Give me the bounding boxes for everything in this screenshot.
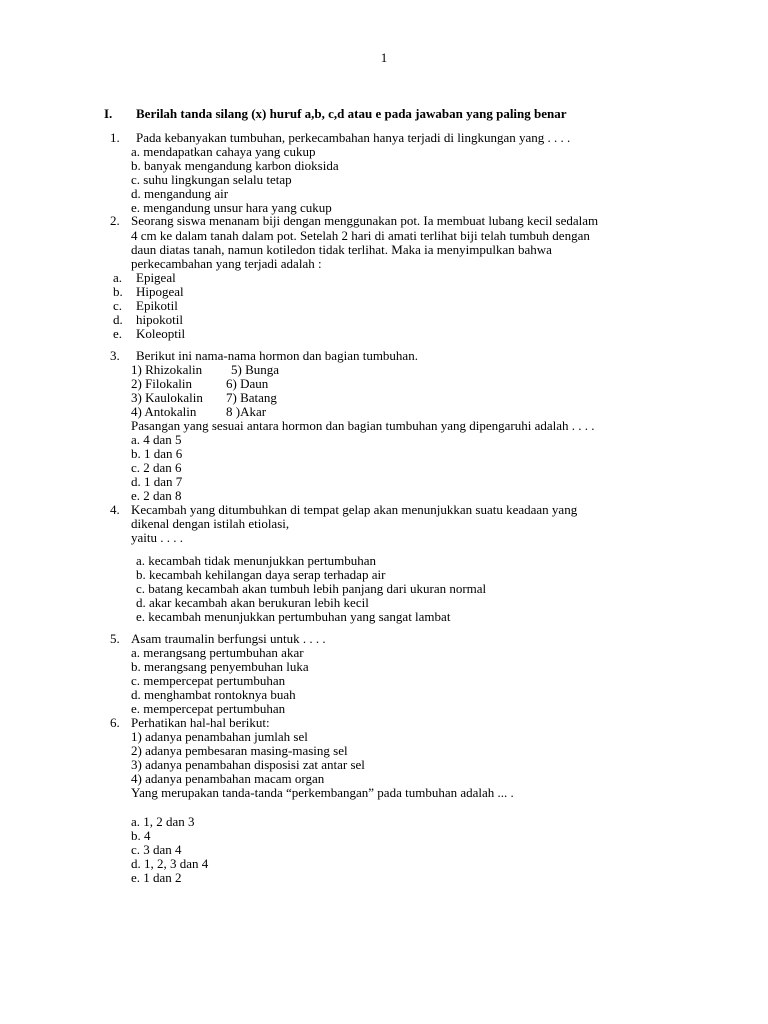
section-number: I. [104,106,113,121]
hormone-item: 3) Kaulokalin [131,390,203,405]
statement-item: 1) adanya penambahan jumlah sel [131,729,308,744]
plant-part-item: 8 )Akar [226,404,267,419]
hormone-item: 2) Filokalin [131,376,193,391]
question-text-line: yaitu . . . . [131,530,183,545]
statement-item: 3) adanya penambahan disposisi zat antar sel [131,757,365,772]
plant-part-item: 5) Bunga [231,362,280,377]
option: d. mengandung air [131,186,229,201]
option: e. 2 dan 8 [131,488,182,503]
option: c. suhu lingkungan selalu tetap [131,172,292,187]
question-text-line: daun diatas tanah, namun kotiledon tidak terlihat. Maka ia menyimpulkan bahwa [131,242,552,257]
question-text: Asam traumalin berfungsi untuk . . . . [131,631,326,646]
option: c. 2 dan 6 [131,460,182,475]
option: e. 1 dan 2 [131,870,182,885]
option: b. banyak mengandung karbon dioksida [131,158,339,173]
question-text-line: Kecambah yang ditumbuhkan di tempat gelap akan menunjukkan suatu keadaan yang [131,502,578,517]
question-number: 1. [110,130,120,145]
option-text: Koleoptil [136,326,186,341]
question-text: Perhatikan hal-hal berikut: [131,715,270,730]
option: a. 4 dan 5 [131,432,182,447]
option: b. 4 [131,828,151,843]
option: d. 1 dan 7 [131,474,183,489]
option-letter: b. [113,284,123,299]
plant-part-item: 7) Batang [226,390,277,405]
option: b. 1 dan 6 [131,446,183,461]
hormone-item: 4) Antokalin [131,404,197,419]
option: a. kecambah tidak menunjukkan pertumbuhan [136,553,377,568]
question-text: Berikut ini nama-nama hormon dan bagian tumbuhan. [136,348,418,363]
option: d. menghambat rontoknya buah [131,687,296,702]
hormone-item: 1) Rhizokalin [131,362,203,377]
option: d. 1, 2, 3 dan 4 [131,856,209,871]
option-text: hipokotil [136,312,183,327]
question-number: 6. [110,715,120,730]
option-letter: a. [113,270,123,285]
option: a. mendapatkan cahaya yang cukup [131,144,316,159]
question-number: 2. [110,213,120,228]
option: d. akar kecambah akan berukuran lebih kecil [136,595,369,610]
option: a. 1, 2 dan 3 [131,814,195,829]
question-number: 4. [110,502,120,517]
question-text-line: Seorang siswa menanam biji dengan menggunakan pot. Ia membuat lubang kecil sedalam [131,213,599,228]
option: c. batang kecambah akan tumbuh lebih panjang dari ukuran normal [136,581,487,596]
question-prompt: Yang merupakan tanda-tanda “perkembangan” pada tumbuhan adalah ... . [131,785,514,800]
option-text: Hipogeal [136,284,184,299]
option: e. mempercepat pertumbuhan [131,701,286,716]
statement-item: 4) adanya penambahan macam organ [131,771,325,786]
option-letter: d. [113,312,123,327]
option: b. kecambah kehilangan daya serap terhadap air [136,567,386,582]
question-text: Pada kebanyakan tumbuhan, perkecambahan hanya terjadi di lingkungan yang . . . . [136,130,571,145]
option: e. kecambah menunjukkan pertumbuhan yang sangat lambat [136,609,451,624]
question-number: 3. [110,348,120,363]
option-text: Epikotil [136,298,178,313]
question-text-line: 4 cm ke dalam tanah dalam pot. Setelah 2 hari di amati terlihat biji telah tumbuh dengan [131,228,590,243]
option-letter: c. [113,298,123,313]
option: b. merangsang penyembuhan luka [131,659,309,674]
question-text-line: perkecambahan yang terjadi adalah : [131,256,322,271]
question-prompt: Pasangan yang sesuai antara hormon dan bagian tumbuhan yang dipengaruhi adalah . . . . [131,418,595,433]
page-number: 1 [380,50,388,65]
question-text-line: dikenal dengan istilah etiolasi, [131,516,290,531]
question-number: 5. [110,631,120,646]
option: e. mengandung unsur hara yang cukup [131,200,332,215]
section-heading [104,106,567,122]
option: c. 3 dan 4 [131,842,182,857]
option-text: Epigeal [136,270,176,285]
option: c. mempercepat pertumbuhan [131,673,286,688]
statement-item: 2) adanya pembesaran masing-masing sel [131,743,348,758]
plant-part-item: 6) Daun [226,376,269,391]
section-title: Berilah tanda silang (x) huruf a,b, c,d atau e pada jawaban yang paling benar [136,106,567,121]
option-letter: e. [113,326,123,341]
option: a. merangsang pertumbuhan akar [131,645,304,660]
